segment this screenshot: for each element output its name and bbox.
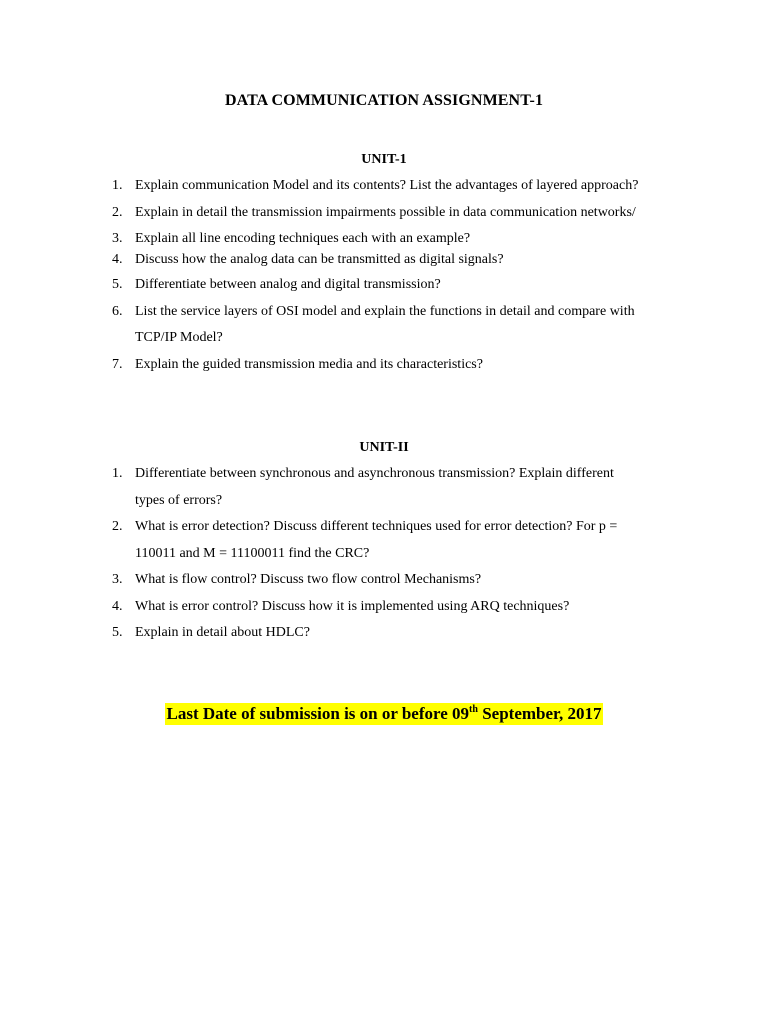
question-item <box>108 594 708 621</box>
question-text: Differentiate between analog and digital transmission? <box>135 277 441 292</box>
question-item <box>108 620 708 647</box>
question-number: 2. <box>112 519 123 534</box>
unit-2-question-list <box>108 461 708 647</box>
unit-1-heading: UNIT-1 <box>361 152 407 167</box>
question-item <box>108 272 708 299</box>
question-item <box>108 567 708 594</box>
question-text: Explain the guided transmission media and its characteristics? <box>135 356 483 372</box>
question-text-continued: 110011 and M = 11100011 find the CRC? <box>135 545 370 561</box>
question-text: Explain all line encoding techniques each with an example? <box>135 231 471 246</box>
deadline-notice <box>0 704 768 724</box>
question-text-continued: TCP/IP Model? <box>135 330 223 345</box>
question-item <box>108 173 708 200</box>
question-text: What is flow control? Discuss two flow control Mechanisms? <box>135 572 482 587</box>
question-item <box>108 228 708 249</box>
question-number: 3. <box>112 231 123 246</box>
question-number: 5. <box>112 625 123 640</box>
question-number: 6. <box>112 303 123 319</box>
question-item <box>108 514 708 567</box>
question-text: What is error control? Discuss how it is implemented using ARQ techniques? <box>135 598 570 614</box>
question-item <box>108 200 708 227</box>
question-text: Discuss how the analog data can be transmitted as digital signals? <box>135 252 504 267</box>
question-text: Differentiate between synchronous and asynchronous transmission? Explain different <box>135 466 614 481</box>
question-item <box>108 352 708 379</box>
document-title: DATA COMMUNICATION ASSIGNMENT-1 <box>224 92 544 109</box>
question-text: Explain communication Model and its contents? List the advantages of layered approach? <box>135 178 639 193</box>
unit-1-question-list <box>108 173 708 378</box>
question-number: 4. <box>112 252 123 267</box>
question-item <box>108 461 708 514</box>
unit-2-heading: UNIT-II <box>359 440 409 455</box>
deadline-prefix: Last Date of submission is on or before 09 <box>166 704 470 723</box>
question-text: List the service layers of OSI model and explain the functions in detail and compare with <box>135 303 635 319</box>
question-number: 2. <box>112 204 123 220</box>
question-text-continued: types of errors? <box>135 492 223 508</box>
question-item <box>108 249 708 270</box>
deadline-highlight <box>165 703 602 725</box>
question-item <box>108 299 708 352</box>
question-text: Explain in detail the transmission impairments possible in data communication networks/ <box>135 204 636 220</box>
question-number: 1. <box>112 466 123 481</box>
question-number: 4. <box>112 598 123 614</box>
question-number: 7. <box>112 356 123 372</box>
question-text: What is error detection? Discuss different techniques used for error detection? For p = <box>135 519 618 534</box>
deadline-ordinal-suffix: th <box>469 704 478 715</box>
question-text: Explain in detail about HDLC? <box>135 625 310 640</box>
question-number: 5. <box>112 277 123 292</box>
question-number: 3. <box>112 572 123 587</box>
deadline-date: September, 2017 <box>477 704 602 723</box>
question-number: 1. <box>112 178 123 193</box>
